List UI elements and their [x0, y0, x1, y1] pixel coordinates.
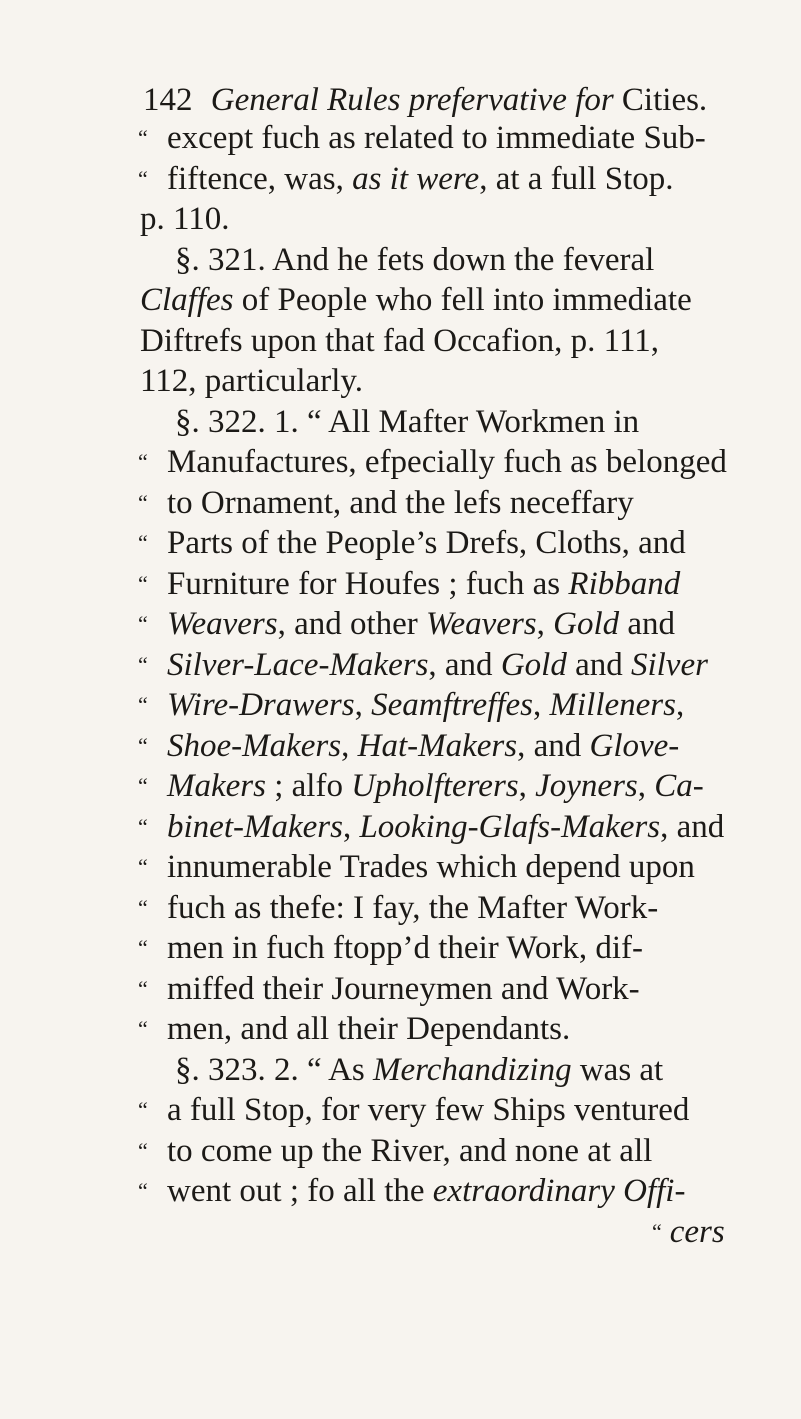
- line-text: [167, 847, 695, 887]
- line-text: [175, 402, 639, 442]
- roman-text: ,: [637, 768, 655, 804]
- italic-text: Weavers: [167, 606, 278, 642]
- italic-text: Gold: [553, 606, 620, 642]
- roman-text: p. 110.: [140, 201, 230, 237]
- roman-text: was at: [571, 1052, 664, 1088]
- italic-text: Milleners: [549, 687, 676, 723]
- line-text: [167, 1009, 570, 1049]
- roman-text: and: [566, 647, 631, 683]
- roman-text: to Ornament, and the lefs neceffary: [167, 485, 634, 521]
- roman-text: , and: [660, 809, 725, 845]
- quote-mark: “: [138, 1097, 148, 1122]
- roman-text: Furniture for Houfes ; fuch as: [167, 566, 569, 602]
- running-title: General Rules prefervative for: [210, 82, 614, 118]
- quote-mark: “: [138, 1138, 148, 1163]
- quote-mark: “: [138, 571, 148, 596]
- italic-text: Joyners: [535, 768, 638, 804]
- page-number: 142: [143, 82, 193, 118]
- line-text: [140, 280, 692, 320]
- quote-mark: “: [138, 1016, 148, 1041]
- quote-mark: “: [138, 773, 148, 798]
- line-text: [167, 928, 643, 968]
- line-text: [140, 321, 659, 361]
- roman-text: miffed their Journeymen and Work-: [167, 971, 640, 1007]
- quote-mark: “: [138, 814, 148, 839]
- catchword: [652, 1212, 725, 1252]
- roman-text: innumerable Trades which depend upon: [167, 849, 695, 885]
- line-text: [175, 240, 654, 280]
- line-text: [167, 523, 686, 563]
- roman-text: Diftrefs upon that fad Occafion, p. 111,: [140, 323, 659, 359]
- roman-text: ,: [536, 606, 554, 642]
- italic-text: binet-Makers: [167, 809, 343, 845]
- italic-text: Weavers: [426, 606, 537, 642]
- italic-text: Silver: [630, 647, 708, 683]
- quote-mark: “: [138, 733, 148, 758]
- roman-text: men in fuch ftopp’d their Work, dif-: [167, 930, 644, 966]
- quote-mark: “: [138, 692, 148, 717]
- line-text: [167, 766, 704, 806]
- italic-text: Silver-Lace-Makers: [167, 647, 429, 683]
- roman-text: fuch as thefe: I fay, the Mafter Work-: [167, 890, 659, 926]
- roman-text: a full Stop, for very few Ships ventured: [167, 1092, 690, 1128]
- roman-text: except fuch as related to immediate Sub-: [167, 120, 706, 156]
- line-text: [175, 1050, 663, 1090]
- roman-text: Parts of the People’s Drefs, Cloths, and: [167, 525, 686, 561]
- quote-mark: “: [138, 652, 148, 677]
- roman-text: ; alfo: [265, 768, 352, 804]
- line-text: [167, 159, 674, 199]
- line-text: [140, 199, 230, 239]
- roman-text: fiftence, was,: [167, 161, 353, 197]
- italic-text: Hat-Makers: [357, 728, 518, 764]
- italic-text: Upholfterers: [351, 768, 519, 804]
- roman-text: , and other: [277, 606, 427, 642]
- italic-text: Merchandizing: [373, 1052, 572, 1088]
- line-text: [167, 685, 684, 725]
- running-header: [143, 80, 783, 120]
- roman-text: ,: [676, 687, 685, 723]
- quote-mark: “: [138, 530, 148, 555]
- line-text: [167, 483, 634, 523]
- roman-text: , and: [517, 728, 590, 764]
- roman-text: ,: [354, 687, 372, 723]
- roman-text: and: [619, 606, 676, 642]
- line-text: [167, 726, 679, 766]
- line-text: [140, 361, 363, 401]
- quote-mark: “: [138, 976, 148, 1001]
- roman-text: ,: [342, 809, 360, 845]
- roman-text: men, and all their Dependants.: [167, 1011, 571, 1047]
- roman-text: ,: [533, 687, 550, 723]
- line-text: [167, 1090, 689, 1130]
- roman-text: §. 322. 1. “ All Mafter Workmen in: [175, 404, 640, 440]
- line-text: [167, 1171, 685, 1211]
- quote-mark: “: [138, 611, 148, 636]
- line-text: [167, 118, 706, 158]
- roman-text: to come up the River, and none at all: [167, 1133, 653, 1169]
- quote-mark: “: [138, 125, 148, 150]
- italic-text: Claffes: [140, 282, 234, 318]
- italic-text: Makers: [167, 768, 266, 804]
- running-title-end: Cities.: [621, 82, 708, 118]
- roman-text: ,: [518, 768, 536, 804]
- line-text: [167, 564, 680, 604]
- italic-text: Looking-Glafs-Makers: [359, 809, 661, 845]
- quote-mark: “: [138, 935, 148, 960]
- roman-text: Manufactures, efpecially fuch as belonged: [167, 444, 727, 480]
- line-text: [167, 645, 708, 685]
- italic-text: Ribband: [568, 566, 681, 602]
- quote-mark: “: [138, 166, 148, 191]
- line-text: [167, 1131, 652, 1171]
- roman-text: 112, particularly.: [140, 363, 363, 399]
- italic-text: Ca-: [654, 768, 704, 804]
- roman-text: ,: [341, 728, 358, 764]
- quote-mark: “: [138, 1178, 148, 1203]
- line-text: [167, 604, 675, 644]
- quote-mark: “: [138, 490, 148, 515]
- italic-text: as it were: [352, 161, 480, 197]
- line-text: [167, 807, 724, 847]
- roman-text: went out ; fo all the: [167, 1173, 433, 1209]
- roman-text: of People who fell into immediate: [233, 282, 692, 318]
- quote-mark: “: [138, 854, 148, 879]
- catchword-text: cers: [669, 1214, 725, 1250]
- italic-text: Seamftreffes: [371, 687, 534, 723]
- italic-text: extraordinary Offi-: [432, 1173, 686, 1209]
- line-text: [167, 969, 640, 1009]
- roman-text: §. 323. 2. “ As: [175, 1052, 373, 1088]
- quote-mark: “: [138, 449, 148, 474]
- quote-mark: “: [138, 895, 148, 920]
- italic-text: Gold: [500, 647, 567, 683]
- line-text: [167, 888, 658, 928]
- italic-text: Shoe-Makers: [167, 728, 342, 764]
- catchword-quote: “: [652, 1219, 662, 1244]
- italic-text: Glove-: [589, 728, 680, 764]
- italic-text: Wire-Drawers: [167, 687, 355, 723]
- roman-text: , at a full Stop.: [479, 161, 674, 197]
- line-text: [167, 442, 727, 482]
- roman-text: §. 321. And he fets down the feveral: [175, 242, 655, 278]
- roman-text: , and: [428, 647, 501, 683]
